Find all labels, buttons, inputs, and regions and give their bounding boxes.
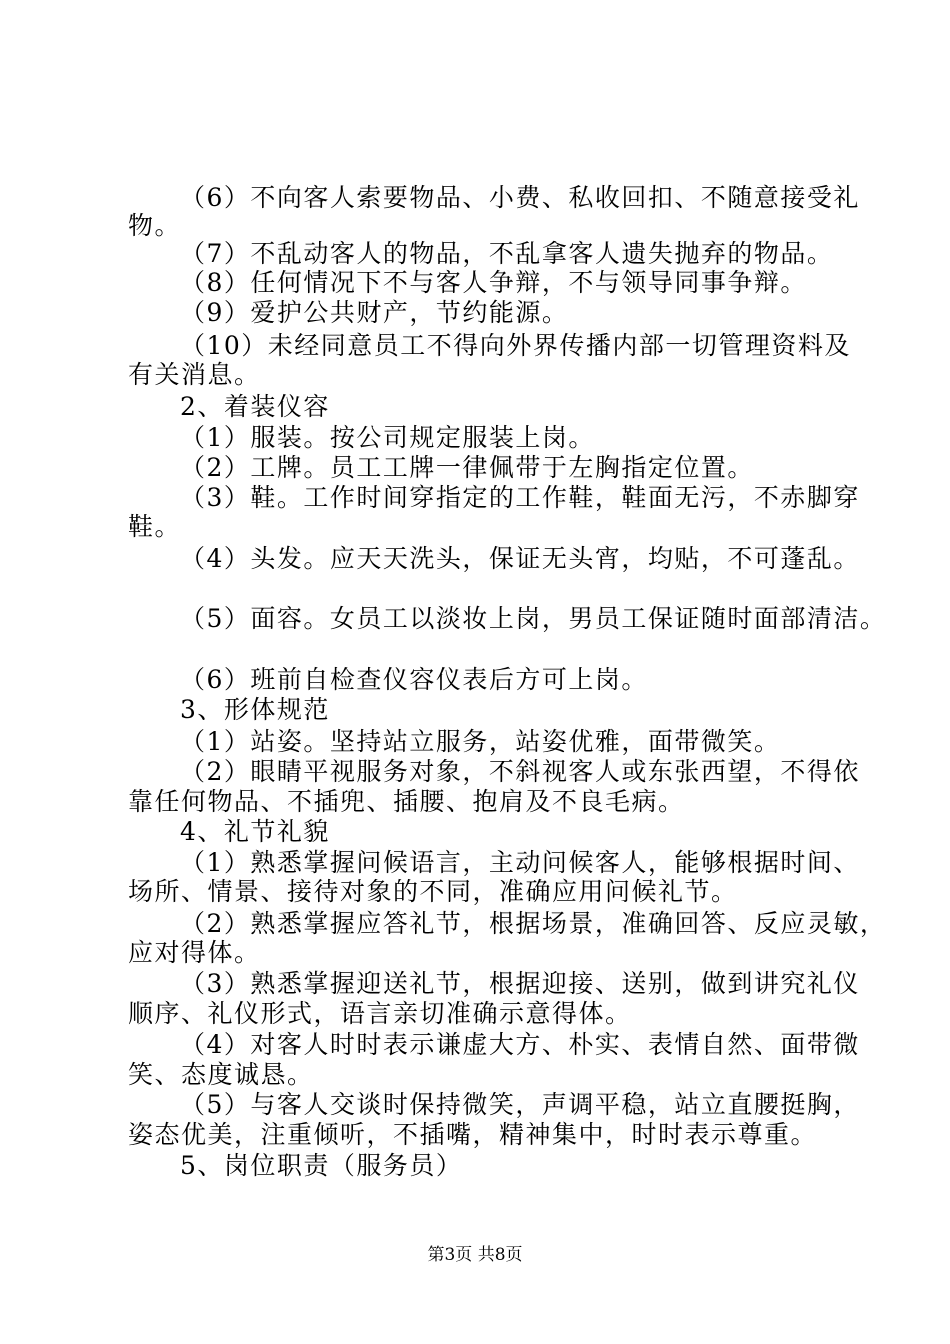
section-heading: 4、礼节礼貌 [180, 817, 330, 846]
paragraph-line: （4）头发。应天天洗头，保证无头宵，均贴，不可蓬乱。 [180, 544, 860, 573]
paragraph-line: 有关消息。 [128, 360, 261, 389]
paragraph-line: （9）爱护公共财产，节约能源。 [180, 298, 569, 327]
paragraph-line: （2）工牌。员工工牌一律佩带于左胸指定位置。 [180, 453, 754, 482]
section-heading: 2、着装仪容 [180, 392, 330, 421]
paragraph-line: （1）站姿。坚持站立服务，站姿优雅，面带微笑。 [180, 727, 781, 756]
paragraph-line: 应对得体。 [128, 938, 261, 967]
paragraph-line: （6）不向客人索要物品、小费、私收回扣、不随意接受礼 [180, 183, 860, 212]
paragraph-line: 场所、情景、接待对象的不同，准确应用问候礼节。 [128, 877, 738, 906]
paragraph-line: （1）服装。按公司规定服装上岗。 [180, 423, 595, 452]
paragraph-line: （5）与客人交谈时保持微笑，声调平稳，站立直腰挺胸， [180, 1090, 860, 1119]
paragraph-line: 靠任何物品、不插兜、插腰、抱肩及不良毛病。 [128, 787, 685, 816]
page-footer: 第3页 共8页 [427, 1245, 523, 1265]
section-heading: 5、岗位职责（服务员） [180, 1151, 463, 1180]
paragraph-line: 姿态优美，注重倾听，不插嘴，精神集中，时时表示尊重。 [128, 1120, 818, 1149]
paragraph-line: （2）熟悉掌握应答礼节，根据场景，准确回答、反应灵敏， [180, 909, 887, 938]
paragraph-line: （6）班前自检查仪容仪表后方可上岗。 [180, 665, 648, 694]
paragraph-line: （8）任何情况下不与客人争辩，不与领导同事争辩。 [180, 268, 807, 297]
paragraph-line: （3）熟悉掌握迎送礼节，根据迎接、送别，做到讲究礼仪 [180, 969, 860, 998]
paragraph-line: 物。 [128, 211, 182, 240]
paragraph-line: （3）鞋。工作时间穿指定的工作鞋，鞋面无污，不赤脚穿 [180, 483, 860, 512]
section-heading: 3、形体规范 [180, 695, 330, 724]
paragraph-line: （10）未经同意员工不得向外界传播内部一切管理资料及 [180, 331, 851, 360]
paragraph-line: （4）对客人时时表示谦虚大方、朴实、表情自然、面带微 [180, 1030, 860, 1059]
paragraph-line: （2）眼睛平视服务对象，不斜视客人或东张西望，不得依 [180, 757, 860, 786]
paragraph-line: 鞋。 [128, 512, 182, 541]
paragraph-line: 顺序、礼仪形式，语言亲切准确示意得体。 [128, 999, 632, 1028]
paragraph-line: （7）不乱动客人的物品，不乱拿客人遗失抛弃的物品。 [180, 239, 834, 268]
paragraph-line: （5）面容。女员工以淡妆上岗，男员工保证随时面部清洁。 [180, 604, 887, 633]
paragraph-line: （1）熟悉掌握问候语言，主动问候客人，能够根据时间、 [180, 848, 860, 877]
paragraph-line: 笑、态度诚恳。 [128, 1060, 314, 1089]
